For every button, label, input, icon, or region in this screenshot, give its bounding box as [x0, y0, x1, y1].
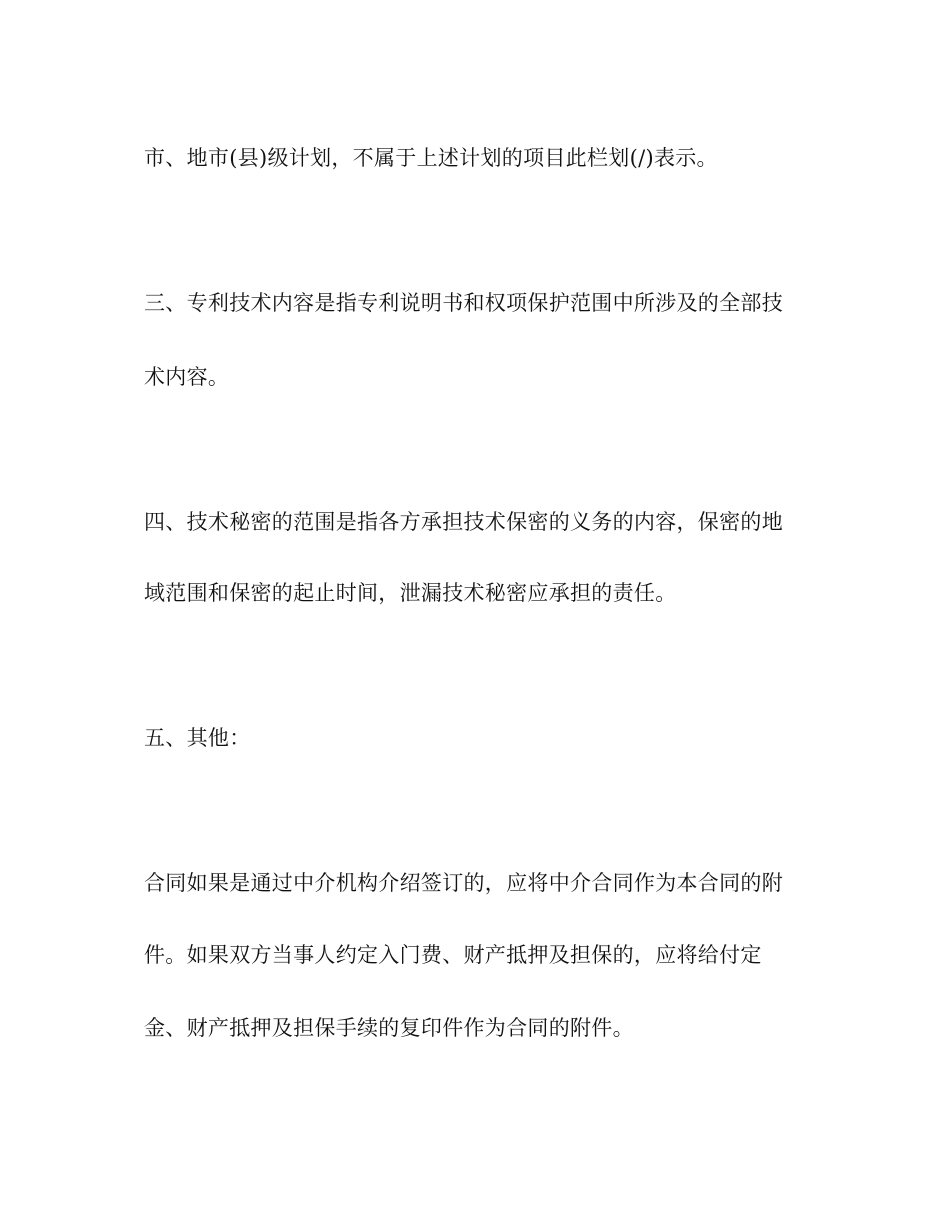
paragraph-line: 市、地市(县)级计划，不属于上述计划的项目此栏划(/)表示。	[144, 146, 718, 170]
paragraph-line: 三、专利技术内容是指专利说明书和权项保护范围中所涉及的全部技	[144, 291, 783, 315]
section-heading: 五、其他：	[144, 726, 251, 750]
paragraph-line: 术内容。	[144, 365, 230, 389]
paragraph-line: 四、技术秘密的范围是指各方承担技术保密的义务的内容，保密的地	[144, 510, 783, 534]
paragraph-line: 合同如果是通过中介机构介绍签订的，应将中介合同作为本合同的附	[144, 871, 783, 895]
paragraph-line: 件。如果双方当事人约定入门费、财产抵押及担保的，应将给付定	[144, 943, 762, 967]
paragraph-line: 域范围和保密的起止时间，泄漏技术秘密应承担的责任。	[144, 581, 677, 605]
paragraph-line: 金、财产抵押及担保手续的复印件作为合同的附件。	[144, 1016, 634, 1040]
